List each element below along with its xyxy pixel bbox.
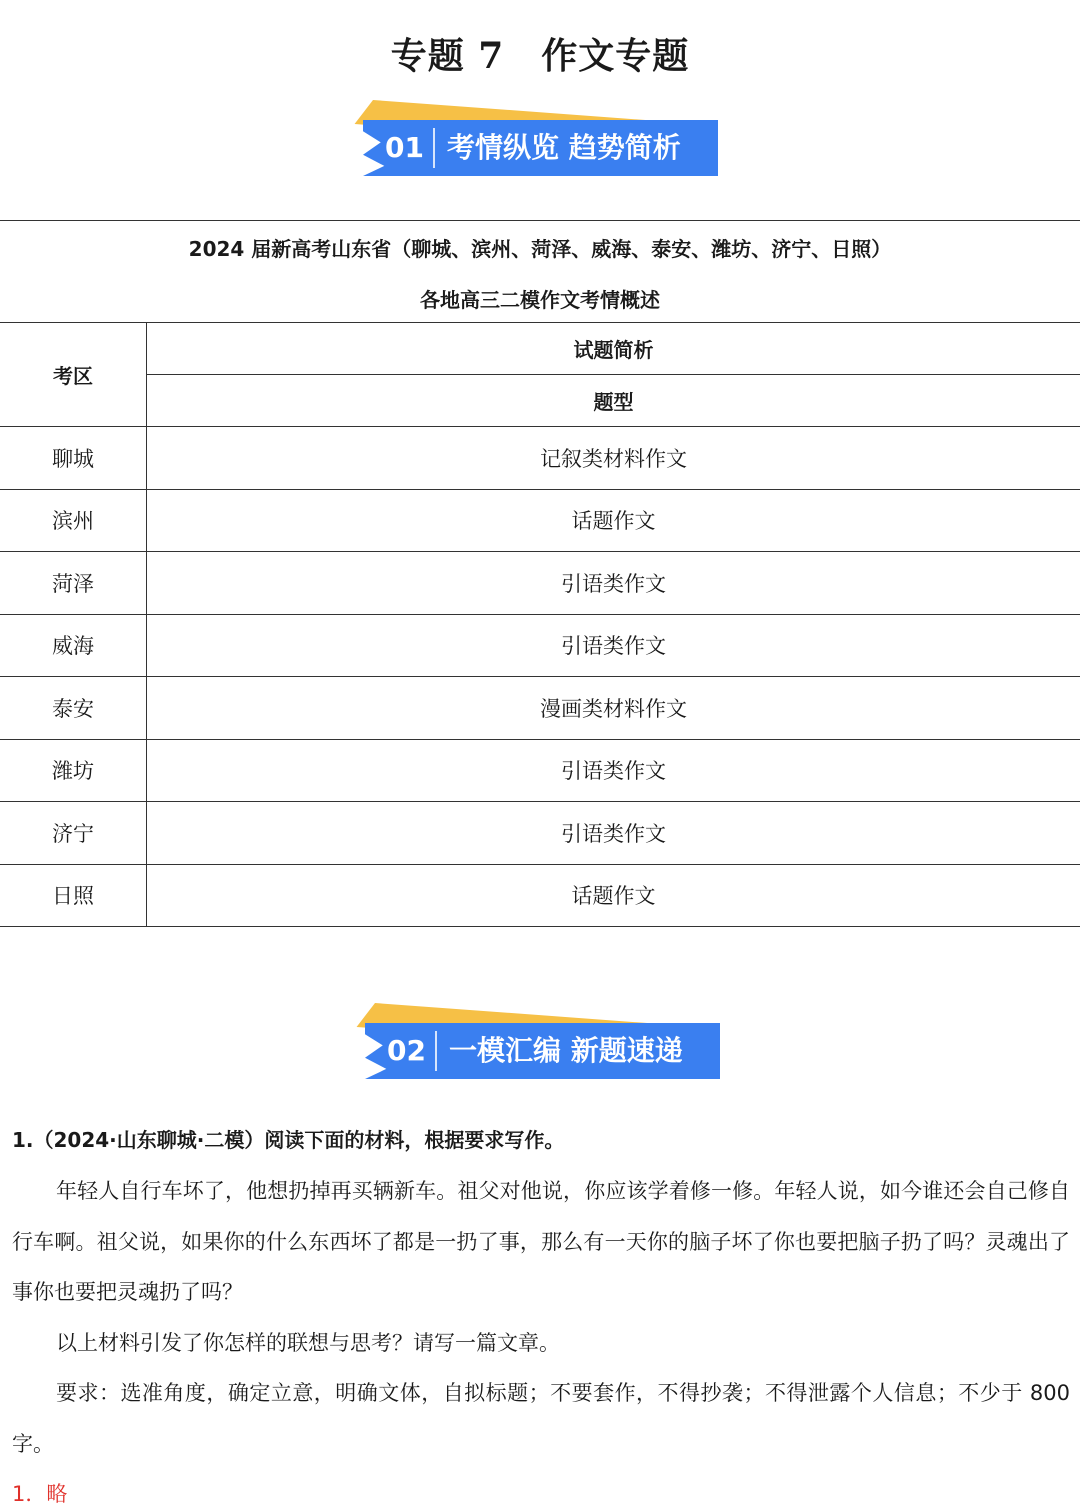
banner-number: 01	[385, 131, 424, 164]
region-cell: 聊城	[0, 427, 147, 490]
type-cell: 话题作文	[147, 489, 1080, 552]
banner-divider	[435, 1031, 437, 1071]
overview-caption-line1: 2024 届新高考山东省（聊城、滨州、菏泽、威海、泰安、潍坊、济宁、日照）	[188, 237, 892, 261]
banner-label: 考情纵览 趋势简析	[447, 131, 681, 164]
banner-divider	[433, 128, 435, 168]
page-title: 专题 7 作文专题	[390, 35, 690, 77]
region-cell: 日照	[0, 864, 147, 927]
type-cell: 引语类作文	[147, 802, 1080, 865]
table-row	[0, 614, 1080, 677]
type-cell: 记叙类材料作文	[147, 427, 1080, 490]
header-type: 题型	[147, 375, 1080, 427]
overview-top-rule	[0, 220, 1080, 221]
question-requirement: 要求：选准角度，确定立意，明确文体，自拟标题；不要套作，不得抄袭；不得泄露个人信息；不少于 800 字。	[12, 1381, 1070, 1456]
type-cell: 引语类作文	[147, 614, 1080, 677]
region-cell: 潍坊	[0, 739, 147, 802]
header-region: 考区	[0, 323, 147, 427]
table-row	[0, 552, 1080, 615]
question-prompt: 以上材料引发了你怎样的联想与思考？请写一篇文章。	[56, 1331, 560, 1355]
question-title: 1.（2024·山东聊城·二模）阅读下面的材料，根据要求写作。	[12, 1128, 565, 1152]
section-banner-01	[355, 100, 725, 180]
type-cell: 引语类作文	[147, 552, 1080, 615]
overview-caption-line2: 各地高三二模作文考情概述	[420, 288, 660, 312]
type-cell: 引语类作文	[147, 739, 1080, 802]
table-row	[0, 864, 1080, 927]
table-row	[0, 802, 1080, 865]
region-cell: 菏泽	[0, 552, 147, 615]
region-cell: 济宁	[0, 802, 147, 865]
region-cell: 泰安	[0, 677, 147, 740]
type-cell: 漫画类材料作文	[147, 677, 1080, 740]
question-material: 年轻人自行车坏了，他想扔掉再买辆新车。祖父对他说，你应该学着修一修。年轻人说，如今谁还会自己修自行车啊。祖父说，如果你的什么东西坏了都是一扔了事，那么有一天你的脑子坏了你也要把脑子扔了吗？灵魂出了事你也要把灵魂扔了吗？	[12, 1179, 1070, 1304]
header-analysis: 试题简析	[147, 323, 1080, 375]
exam-overview-table	[0, 322, 1080, 927]
banner-number: 02	[387, 1034, 426, 1067]
table-row	[0, 739, 1080, 802]
table-row	[0, 489, 1080, 552]
type-cell: 话题作文	[147, 864, 1080, 927]
region-cell: 滨州	[0, 489, 147, 552]
table-row	[0, 427, 1080, 490]
table-row	[0, 677, 1080, 740]
answer-text: 1．略	[12, 1482, 68, 1506]
banner-label: 一模汇编 新题速递	[449, 1034, 683, 1067]
section-banner-02	[357, 1003, 727, 1083]
region-cell: 威海	[0, 614, 147, 677]
